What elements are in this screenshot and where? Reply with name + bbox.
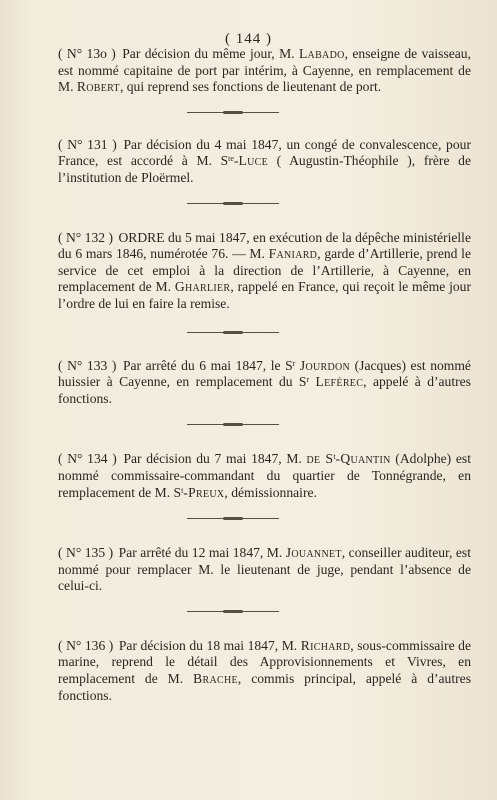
- entry-130: ( N° 13o ) Par décision du même jour, M. Labado, enseigne de vaisseau, est nommé capitaine de port par intérim, à Cayenne, en remplacement de M. Robert, qui reprend ses fonctions de lieutenant de port.: [58, 46, 471, 95]
- page-number: ( 144 ): [225, 31, 272, 47]
- person-name: -Preux: [183, 484, 225, 500]
- person-name: de S: [306, 451, 334, 467]
- entry-134: ( N° 134 ) Par décision du 7 mai 1847, M. de $S^t$-Quantin (Adolphe) est nommé commissaire-commandant du quartier de Tonnégrande, en remplacement de M. $S^t$-Preux, démissionnaire.: [58, 451, 471, 500]
- person-name: Luce: [238, 153, 268, 169]
- person-name: Gharlier: [174, 279, 231, 295]
- entry-number: ( N° 13o ): [58, 46, 116, 61]
- person-name: Robert: [76, 79, 120, 95]
- person-name: -Quantin: [335, 451, 391, 467]
- separator-rule: [187, 332, 279, 333]
- person-name: Richard: [300, 637, 351, 653]
- separator-rule: [187, 611, 279, 612]
- person-name: Labado: [298, 46, 345, 61]
- entry-number: ( N° 132 ): [58, 229, 113, 245]
- entry-131: ( N° 131 ) Par décision du 4 mai 1847, un congé de convalescence, pour France, est accordé à M. $S^{te}$-Luce ( Augustin-Théophile ), frère de l’institution de Ploërmel.: [58, 136, 471, 185]
- entry-132: ( N° 132 ) ORDRE du 5 mai 1847, en exécution de la dépêche ministérielle du 6 mars 1846, numérotée 76. — M. Faniard, garde d’Artillerie, prend le service de cet emploi à la direction de l’Artillerie, à Cayenne, en remplacement de M. Gharlier, rappelé en France, qui reçoit le même jour l’ordre de lui en faire la remise.: [58, 229, 471, 311]
- entry-number: ( N° 131 ): [58, 136, 117, 152]
- entries-list: [58, 46, 471, 704]
- person-name: Jouannet: [285, 545, 342, 561]
- separator-rule: [187, 112, 279, 113]
- entry-136: ( N° 136 ) Par décision du 18 mai 1847, M. Richard, sous-commissaire de marine, reprend le détail des Approvisionnements et Vivres, en remplacement de M. Brache, commis principal, appelé à d’autres fonctions.: [58, 637, 471, 703]
- person-name: Leférec: [315, 374, 364, 390]
- person-name: Jourdon: [299, 357, 351, 373]
- entry-number: ( N° 135 ): [58, 545, 114, 561]
- entry-135: ( N° 135 ) Par arrêté du 12 mai 1847, M. Jouannet, conseiller auditeur, est nommé pour remplacer M. le lieutenant de juge, pendant l’absence de celui-ci.: [58, 545, 471, 594]
- separator-rule: [187, 518, 279, 519]
- entry-133: ( N° 133 ) Par arrêté du 6 mai 1847, le $S^r$ Jourdon (Jacques) est nommé huissier à Cayenne, en remplacement du $S^r$ Leférec, appelé à d’autres fonctions.: [58, 357, 471, 406]
- person-name: Brache: [193, 671, 238, 687]
- separator-rule: [187, 203, 279, 204]
- entry-number: ( N° 133 ): [58, 357, 117, 373]
- entry-number: ( N° 134 ): [58, 451, 117, 467]
- person-name: Faniard: [268, 246, 318, 262]
- separator-rule: [187, 424, 279, 425]
- entry-number: ( N° 136 ): [58, 637, 114, 653]
